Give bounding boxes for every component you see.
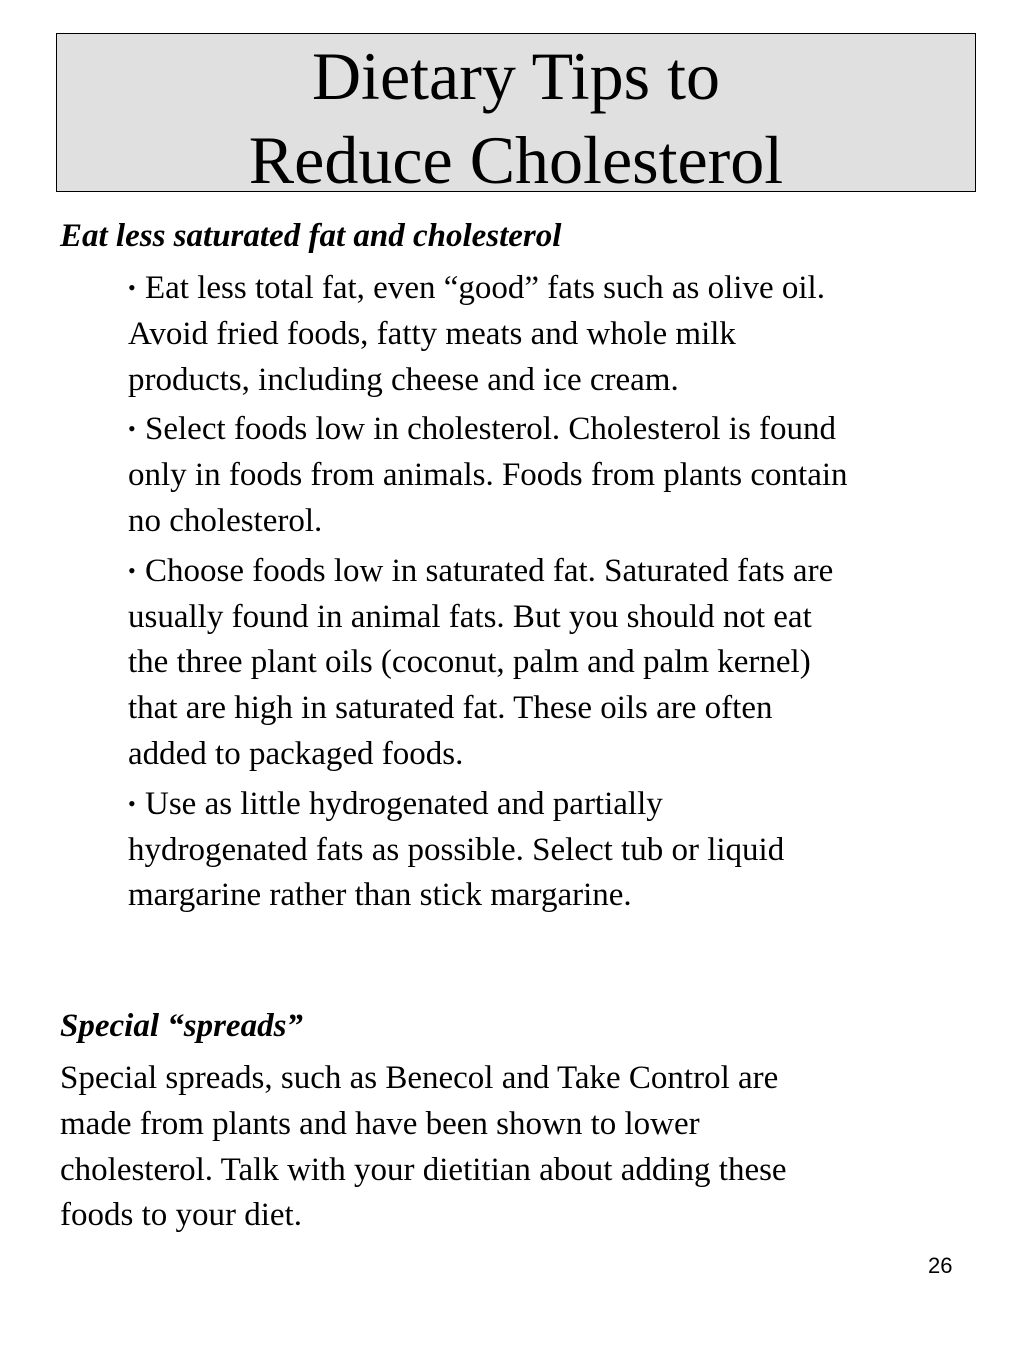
title-box	[56, 33, 976, 198]
bullet-icon: •	[128, 790, 136, 816]
paragraph-line: made from plants and have been shown to lower	[60, 1105, 700, 1142]
bullet-icon: •	[128, 275, 136, 300]
special-spreads-paragraph	[60, 1056, 960, 1239]
bullet-item-saturated-fat	[128, 548, 968, 778]
bullet-line: products, including cheese and ice cream.	[128, 361, 679, 398]
bullet-text: Eat less total fat, even “good” fats such as olive oil.	[145, 270, 825, 306]
bullet-line	[128, 406, 968, 453]
paragraph-line: foods to your diet.	[60, 1197, 302, 1234]
bullet-text: Select foods low in cholesterol. Cholesterol is found	[145, 411, 837, 448]
bullet-line: hydrogenated fats as possible. Select tub or liquid	[128, 831, 785, 868]
page-title-line-2: Reduce Cholesterol	[248, 122, 784, 198]
bullet-text: Choose foods low in saturated fat. Saturated fats are	[145, 552, 834, 589]
bullet-item-hydrogenated-fats	[128, 781, 968, 919]
section-heading-saturated-fat: Eat less saturated fat and cholesterol	[60, 218, 562, 254]
bullet-line: margarine rather than stick margarine.	[128, 877, 632, 914]
bullet-icon: •	[128, 416, 136, 442]
paragraph-line: Special spreads, such as Benecol and Take Control are	[60, 1060, 779, 1096]
bullet-line	[128, 781, 968, 828]
paragraph-line: cholesterol. Talk with your dietitian about adding these	[60, 1151, 787, 1188]
bullet-line: only in foods from animals. Foods from plants contain	[128, 457, 848, 494]
bullet-line: the three plant oils (coconut, palm and palm kernel)	[128, 644, 811, 681]
bullet-line: Avoid fried foods, fatty meats and whole milk	[128, 315, 736, 352]
bullet-item-low-cholesterol	[128, 406, 968, 544]
page-title-line-1: Dietary Tips to	[311, 38, 721, 114]
tips-bullet-list	[128, 265, 968, 922]
bullet-line: usually found in animal fats. But you should not eat	[128, 598, 812, 635]
bullet-line: that are high in saturated fat. These oils are often	[128, 690, 773, 727]
bullet-line	[128, 548, 968, 595]
bullet-line: no cholesterol.	[128, 502, 323, 539]
bullet-line: added to packaged foods.	[128, 735, 464, 772]
bullet-item-total-fat	[128, 265, 968, 403]
page-number: 26	[928, 1253, 953, 1278]
bullet-icon: •	[128, 557, 136, 583]
section-heading-special-spreads: Special “spreads”	[60, 1008, 303, 1044]
bullet-line	[128, 265, 968, 312]
bullet-text: Use as little hydrogenated and partially	[145, 785, 663, 822]
